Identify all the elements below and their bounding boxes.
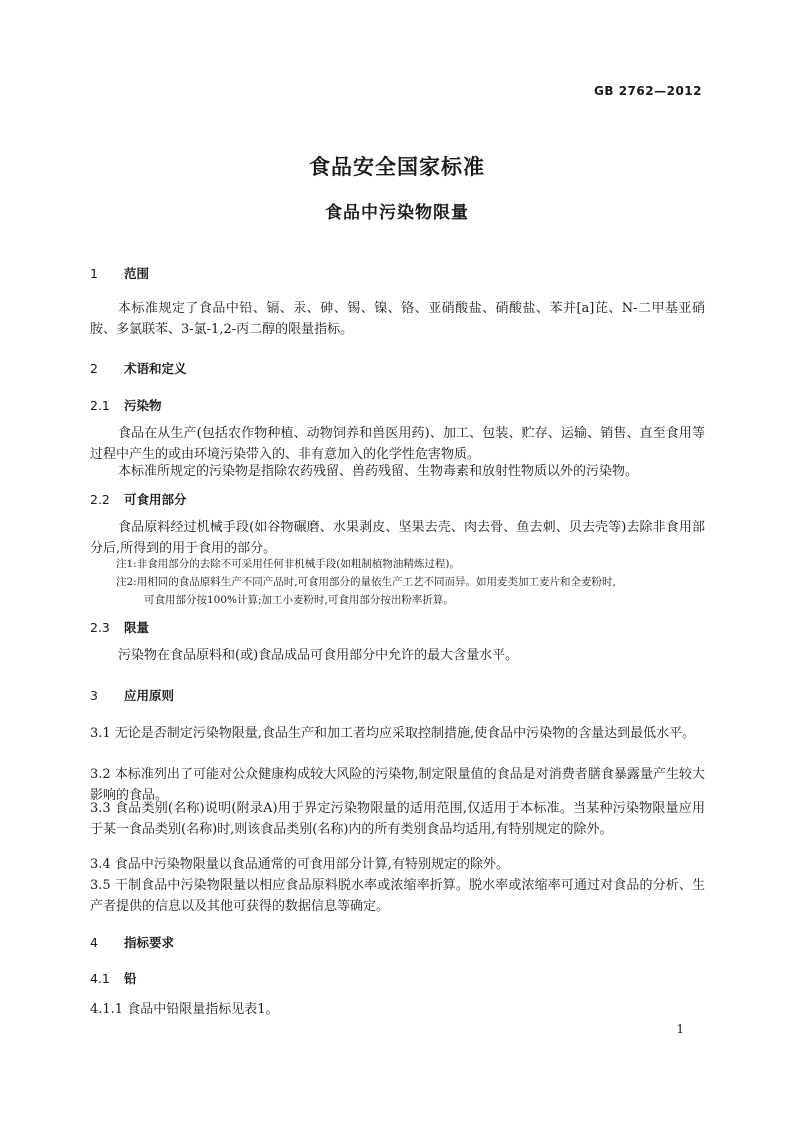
section-number: 2 [90,361,98,376]
definition-paragraph: 食品在从生产(包括农作物种植、动物饲养和兽医用药)、加工、包装、贮存、运输、销售、直至食用等过程中产生的或由环境污染带入的、非有意加入的化学性危害物质。 [90,426,705,462]
standard-code: GB 2762—2012 [594,84,702,98]
section-heading-4 [90,933,174,951]
section-number: 2.1 [90,398,110,413]
principle-3-4: 3.4 食品中污染物限量以食品通常的可食用部分计算,有特别规定的除外。 [90,857,509,872]
section-title: 指标要求 [124,935,175,950]
note-1: 注1:非食用部分的去除不可采用任何非机械手段(如粗制植物油精炼过程)。 [116,558,460,570]
definition-paragraph: 本标准所规定的污染物是指除农药残留、兽药残留、生物毒素和放射性物质以外的污染物。 [118,464,639,479]
section-number: 3 [90,688,98,703]
note-2-continuation: 可食用部分按100%计算;加工小麦粉时,可食用部分按出粉率折算。 [144,594,454,606]
principle-3-3: 3.3 食品类别(名称)说明(附录A)用于界定污染物限量的适用范围,仅适用于本标准。当某种污染物限量应用于某一食品类别(名称)时,则该食品类别(名称)内的所有类别食品均适用,有特别规定的除外。 [90,801,705,837]
principle-3-5: 3.5 干制食品中污染物限量以相应食品原料脱水率或浓缩率折算。脱水率或浓缩率可通过对食品的分析、生产者提供的信息以及其他可获得的数据信息等确定。 [90,878,705,914]
section-title: 应用原则 [124,688,175,703]
subsection-heading-4-1 [90,969,137,987]
section-title: 可食用部分 [124,492,187,507]
note-2: 注2:用相同的食品原料生产不同产品时,可食用部分的量依生产工艺不同而异。如用麦类加工麦片和全麦粉时, [116,576,616,588]
section-number: 2.3 [90,620,110,635]
section-number: 4 [90,935,98,950]
section-title: 限量 [124,620,150,635]
subsection-heading-2-3 [90,618,149,636]
section-title: 范围 [124,266,150,281]
section-heading-2 [90,359,187,377]
definition-paragraph: 污染物在食品原料和(或)食品成品可食用部分中允许的最大含量水平。 [118,648,519,663]
page-title: 食品安全国家标准 [309,155,485,179]
clause-4-1-1: 4.1.1 食品中铅限量指标见表1。 [90,1002,279,1017]
section-heading-1 [90,264,149,282]
definition-paragraph: 食品原料经过机械手段(如谷物碾磨、水果剥皮、坚果去壳、肉去骨、鱼去刺、贝去壳等)去除非食用部分后,所得到的用于食用的部分。 [90,520,705,556]
scope-paragraph: 本标准规定了食品中铅、镉、汞、砷、锡、镍、铬、亚硝酸盐、硝酸盐、苯并[a]芘、N-二甲基亚硝胺、多氯联苯、3-氯-1,2-丙二醇的限量指标。 [90,301,705,337]
section-title: 污染物 [124,398,162,413]
section-number: 4.1 [90,971,110,986]
page-subtitle: 食品中污染物限量 [325,203,469,223]
subsection-heading-2-2 [90,490,187,508]
section-heading-3 [90,686,174,704]
section-title: 铅 [124,971,137,986]
subsection-heading-2-1 [90,396,162,414]
principle-3-2: 3.2 本标准列出了可能对公众健康构成较大风险的污染物,制定限量值的食品是对消费者膳食暴露量产生较大影响的食品。 [90,767,705,803]
section-number: 1 [90,266,98,281]
section-title: 术语和定义 [124,361,187,376]
principle-3-1: 3.1 无论是否制定污染物限量,食品生产和加工者均应采取控制措施,使食品中污染物的含量达到最低水平。 [90,726,696,741]
section-number: 2.2 [90,492,110,507]
page-number: 1 [676,1022,684,1036]
